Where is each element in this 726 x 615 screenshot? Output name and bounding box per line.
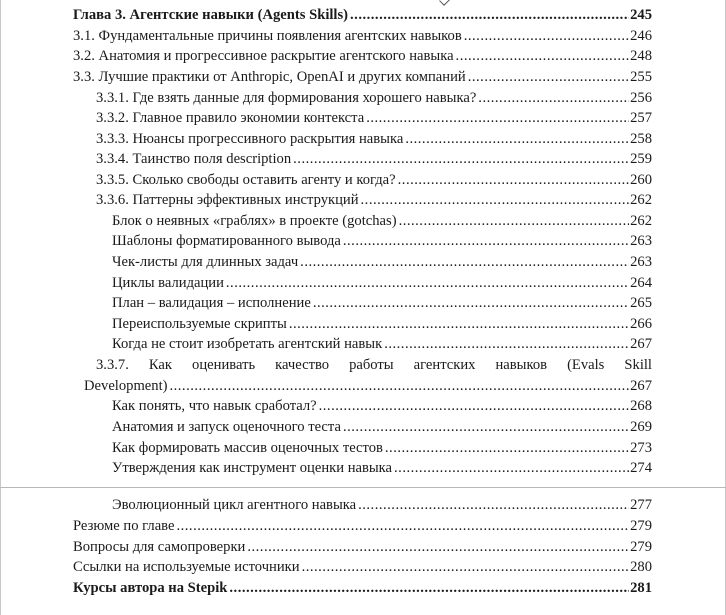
toc-page-number: 280: [630, 559, 652, 575]
toc-entry-label: Переиспользуемые скрипты: [112, 316, 287, 332]
toc-entry-3-3-1[interactable]: [0, 88, 726, 108]
toc-entry-label: 3.3.6. Паттерны эффективных инструкций: [96, 192, 359, 208]
page-break-divider: [0, 487, 726, 488]
toc-page-number: 266: [630, 316, 652, 332]
toc-entry-label: 3.3.5. Сколько свободы оставить агенту и когда?: [96, 172, 396, 188]
toc-page-number: 262: [630, 192, 652, 208]
toc-page-number: 268: [630, 398, 652, 414]
toc-entry-output-templates[interactable]: [0, 231, 726, 251]
toc-page-number: 269: [630, 419, 652, 435]
toc-entry-when-not-to-invent[interactable]: [0, 334, 726, 354]
toc-entry-label: 3.3. Лучшие практики от Anthropic, OpenAI и других компаний: [73, 69, 466, 85]
dot-leader: [293, 149, 629, 169]
toc-entry-label: 3.2. Анатомия и прогрессивное раскрытие агентского навыка: [73, 48, 454, 64]
toc-page-number: 264: [630, 275, 652, 291]
dot-leader: [302, 557, 630, 577]
toc-entry-3-3-7-line-2[interactable]: [0, 376, 726, 396]
toc-page-number: 273: [630, 440, 652, 456]
dot-leader: [247, 537, 629, 557]
dot-leader: [456, 46, 630, 66]
toc-entry-chapter-3[interactable]: [0, 5, 726, 25]
toc-entry-label: Как понять, что навык сработал?: [112, 398, 317, 414]
toc-entry-label: Циклы валидации: [112, 275, 224, 291]
toc-entry-assertions[interactable]: [0, 458, 726, 478]
toc-entry-evolution-cycle[interactable]: [0, 495, 726, 515]
toc-entry-validation-loops[interactable]: [0, 273, 726, 293]
toc-entry-3-3-4[interactable]: [0, 149, 726, 169]
toc-entry-summary[interactable]: [0, 516, 726, 536]
toc-entry-label: 3.3.3. Нюансы прогрессивного раскрытия навыка: [96, 131, 404, 147]
toc-page-number: 246: [630, 28, 652, 44]
toc-entry-plan-validate-execute[interactable]: [0, 293, 726, 313]
dot-leader: [384, 334, 629, 354]
toc-page-number: 260: [630, 172, 652, 188]
toc-entry-label: Когда не стоит изобретать агентский навык: [112, 336, 383, 352]
toc-page-number: 257: [630, 110, 652, 126]
toc-entry-3-3-6[interactable]: [0, 190, 726, 210]
toc-page-number: 259: [630, 151, 652, 167]
dot-leader: [361, 190, 630, 210]
toc-entry-checklists[interactable]: [0, 252, 726, 272]
toc-entry-references[interactable]: [0, 557, 726, 577]
dot-leader: [319, 396, 629, 416]
toc-page-number: 255: [630, 69, 652, 85]
toc-entry-reusable-scripts[interactable]: [0, 314, 726, 334]
toc-page-number: 267: [630, 378, 652, 394]
toc-page-number: 245: [630, 7, 652, 23]
toc-entry-label: Утверждения как инструмент оценки навыка: [112, 460, 393, 476]
toc-entry-questions[interactable]: [0, 537, 726, 557]
toc-entry-label: Резюме по главе: [73, 518, 175, 534]
toc-page-number: 279: [630, 539, 652, 555]
toc-page-number: 279: [630, 518, 652, 534]
toc-entry-eval-test-anatomy[interactable]: [0, 417, 726, 437]
dot-leader: [350, 5, 629, 25]
dot-leader: [464, 26, 629, 46]
toc-page-number: 281: [630, 580, 652, 596]
toc-page-number: 263: [630, 254, 652, 270]
toc-page-number: 258: [630, 131, 652, 147]
toc-page-number: 256: [630, 90, 652, 106]
dot-leader: [398, 170, 629, 190]
dot-leader: [176, 516, 629, 536]
toc-page-number: 277: [630, 497, 652, 513]
toc-entry-label: Анатомия и запуск оценочного теста: [112, 419, 341, 435]
toc-entry-label: 3.1. Фундаментальные причины появления агентских навыков: [73, 28, 462, 44]
dot-leader: [313, 293, 629, 313]
toc-entry-label: Курсы автора на Stepik: [73, 580, 228, 596]
toc-entry-3-3[interactable]: [0, 67, 726, 87]
toc-entry-3-1[interactable]: [0, 26, 726, 46]
toc-entry-label: Эволюционный цикл агентного навыка: [112, 497, 357, 513]
dot-leader: [478, 88, 629, 108]
toc-entry-label: Блок о неявных «граблях» в проекте (gotchas): [112, 213, 397, 229]
toc-page-number: 274: [630, 460, 652, 476]
toc-entry-label: Чек-листы для длинных задач: [112, 254, 299, 270]
toc-entry-gotchas[interactable]: [0, 211, 726, 231]
toc-page-number: 265: [630, 295, 652, 311]
toc-page-number: 262: [630, 213, 652, 229]
toc-entry-skill-worked[interactable]: [0, 396, 726, 416]
dot-leader: [385, 438, 629, 458]
toc-entry-label: Ссылки на используемые источники: [73, 559, 300, 575]
dot-leader: [169, 376, 629, 396]
toc-entry-3-3-3[interactable]: [0, 129, 726, 149]
toc-entry-3-3-2[interactable]: [0, 108, 726, 128]
dot-leader: [394, 458, 629, 478]
dot-leader: [468, 67, 629, 87]
dot-leader: [366, 108, 629, 128]
dot-leader: [343, 417, 629, 437]
toc-entry-label: Глава 3. Агентские навыки (Agents Skills): [73, 7, 349, 23]
toc-page-number: 263: [630, 233, 652, 249]
toc-page-number: 267: [630, 336, 652, 352]
toc-entry-label: Вопросы для самопроверки: [73, 539, 246, 555]
dot-leader: [405, 129, 629, 149]
toc-entry-label: Шаблоны форматированного вывода: [112, 233, 341, 249]
toc-entry-label: 3.3.4. Таинство поля description: [96, 151, 292, 167]
dot-leader: [226, 273, 629, 293]
dot-leader: [300, 252, 629, 272]
dot-leader: [229, 578, 629, 598]
toc-entry-label: План – валидация – исполнение: [112, 295, 311, 311]
toc-entry-label: 3.3.1. Где взять данные для формирования хорошего навыка?: [96, 90, 477, 106]
dot-leader: [289, 314, 629, 334]
toc-entry-label: Как формировать массив оценочных тестов: [112, 440, 383, 456]
toc-entry-3-3-7-line-1[interactable]: [0, 355, 726, 375]
toc-entry-author-courses[interactable]: [0, 578, 726, 598]
dot-leader: [399, 211, 630, 231]
toc-entry-label: 3.3.7. Как оценивать качество работы агентских навыков (Evals Skill: [96, 357, 652, 373]
toc-page-number: 248: [630, 48, 652, 64]
toc-entry-label-continued: Development): [84, 378, 168, 394]
dot-leader: [343, 231, 629, 251]
toc-entry-3-2[interactable]: [0, 46, 726, 66]
toc-entry-3-3-5[interactable]: [0, 170, 726, 190]
toc-entry-label: 3.3.2. Главное правило экономии контекста: [96, 110, 365, 126]
toc-entry-eval-test-array[interactable]: [0, 438, 726, 458]
dot-leader: [358, 495, 629, 515]
